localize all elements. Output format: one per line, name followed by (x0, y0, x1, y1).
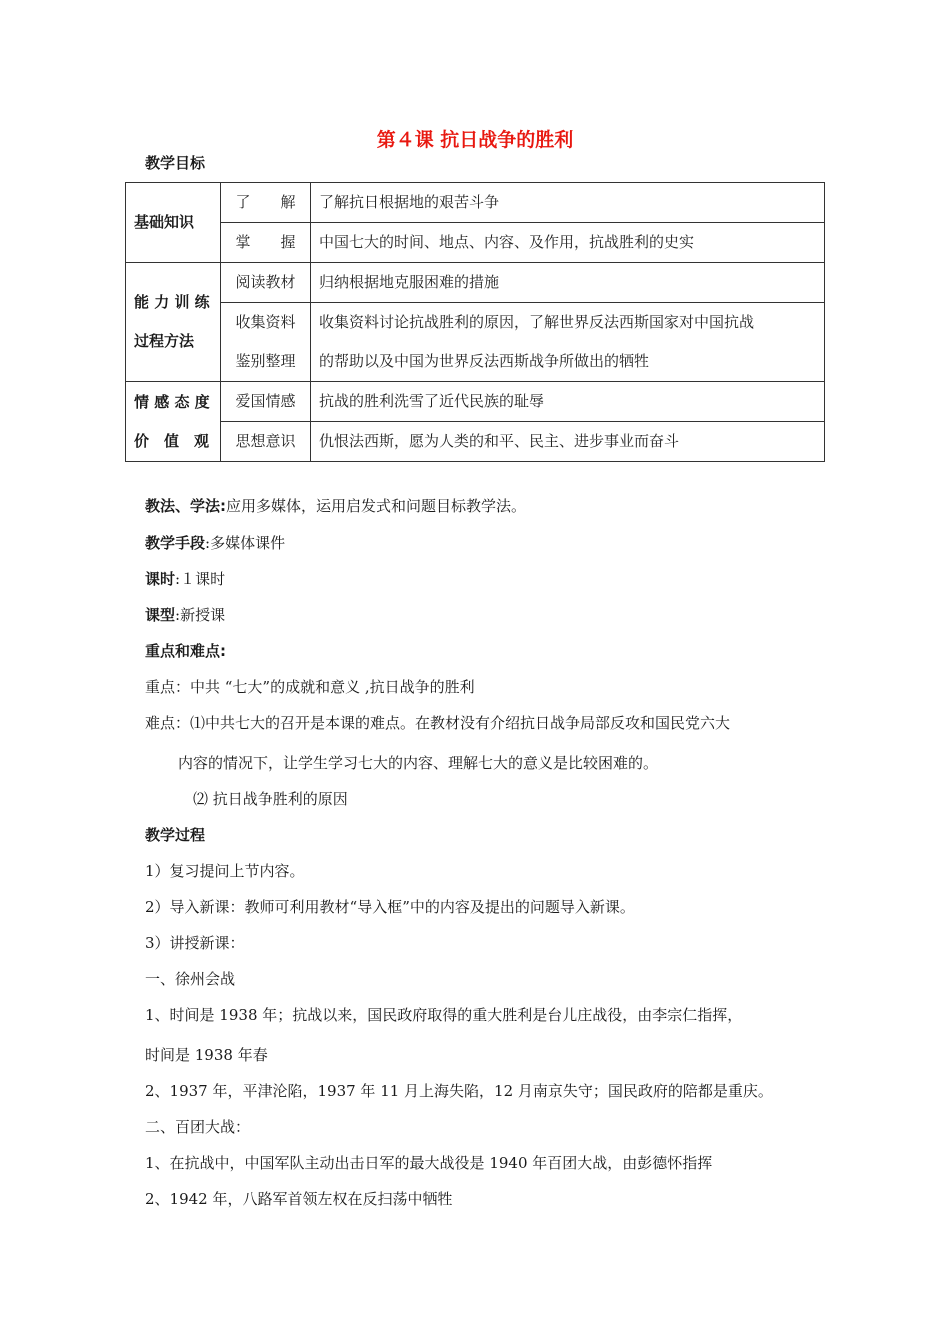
means-text: :多媒体课件 (205, 534, 286, 552)
process-line: 二、百团大战： (145, 1118, 251, 1136)
process-line: 1）复习提问上节内容。 (145, 862, 305, 880)
hours-line (145, 569, 225, 589)
category-basic-knowledge (126, 183, 221, 263)
subcategory-label: 了 解 (235, 193, 296, 211)
description-text: 了解抗日根据地的艰苦斗争 (319, 193, 500, 211)
methods-line (145, 496, 526, 516)
key-point-line: 重点：中共 “七大”的成就和意义 ,抗日战争的胜利 (145, 678, 475, 696)
page-title: 第４课 抗日战争的胜利 (376, 129, 574, 151)
category-label: 价 值 观 (134, 431, 210, 450)
description-text: 的帮助以及中国为世界反法西斯战争所做出的牺牲 (319, 352, 650, 370)
process-line: 2、1942 年，八路军首领左权在反扫荡中牺牲 (145, 1190, 453, 1208)
subcategory-cell (221, 303, 311, 382)
process-line: 1、时间是 1938 年；抗战以来，国民政府取得的重大胜利是台儿庄战役，由李宗仁指挥， (145, 1006, 743, 1024)
subcategory-label: 思想意识 (235, 432, 296, 450)
category-ability (126, 263, 221, 382)
category-label: 能 力 训 练 (134, 293, 210, 311)
hours-label: 课时 (145, 570, 176, 588)
subcategory-cell (221, 382, 311, 422)
description-cell (311, 263, 825, 303)
process-line: 1、在抗战中，中国军队主动出击日军的最大战役是 1940 年百团大战，由彭德怀指挥 (145, 1154, 713, 1172)
methods-text: 应用多媒体，运用启发式和问题目标教学法。 (226, 497, 527, 515)
table-row (126, 422, 825, 462)
description-cell (311, 382, 825, 422)
subcategory-cell (221, 183, 311, 223)
subcategory-cell (221, 422, 311, 462)
subcategory-cell (221, 263, 311, 303)
objectives-heading: 教学目标 (145, 154, 206, 172)
description-text: 收集资料讨论抗战胜利的原因，了解世界反法西斯国家对中国抗战 (319, 313, 755, 331)
lesson-type-text: :新授课 (175, 606, 226, 624)
process-line: 2）导入新课：教师可利用教材“导入框”中的内容及提出的问题导入新课。 (145, 898, 635, 916)
category-label: 基础知识 (134, 213, 195, 231)
means-label: 教学手段 (145, 534, 206, 552)
objectives-table (125, 182, 825, 462)
difficulty-line: ⑵ 抗日战争胜利的原因 (193, 790, 348, 808)
subcategory-label: 收集资料 (235, 313, 296, 331)
methods-label: 教法、学法: (145, 497, 226, 515)
lesson-type-label: 课型 (145, 606, 176, 624)
table-row (126, 223, 825, 263)
table-row (126, 303, 825, 382)
means-line (145, 533, 285, 553)
lesson-type-line (145, 605, 225, 625)
process-line: 时间是 1938 年春 (145, 1046, 268, 1064)
process-line: 一、徐州会战 (145, 970, 236, 988)
description-text: 归纳根据地克服困难的措施 (319, 273, 500, 291)
category-emotion (126, 382, 221, 462)
category-label: 情 感 态 度 (134, 392, 210, 411)
subcategory-label: 阅读教材 (235, 273, 296, 291)
subcategory-label: 掌 握 (235, 233, 296, 251)
description-cell (311, 183, 825, 223)
difficulty-line: 难点：⑴中共七大的召开是本课的难点。在教材没有介绍抗日战争局部反攻和国民党六大 (145, 714, 731, 732)
description-cell (311, 303, 825, 382)
description-cell (311, 422, 825, 462)
description-text: 中国七大的时间、地点、内容、及作用，抗战胜利的史实 (319, 233, 695, 251)
subcategory-label: 鉴别整理 (235, 352, 296, 370)
hours-text: :１课时 (175, 570, 226, 588)
process-line: 3）讲授新课： (145, 934, 245, 952)
table-row (126, 183, 825, 223)
subcategory-cell (221, 223, 311, 263)
description-text: 仇恨法西斯，愿为人类的和平、民主、进步事业而奋斗 (319, 432, 680, 450)
process-heading: 教学过程 (145, 826, 206, 844)
process-line: 2、1937 年，平津沦陷，1937 年 11 月上海失陷，12 月南京失守；国民政府的陪都是重庆。 (145, 1082, 773, 1100)
category-label: 过程方法 (134, 332, 195, 350)
description-text: 抗战的胜利洗雪了近代民族的耻辱 (319, 392, 545, 410)
table-row (126, 263, 825, 303)
difficulty-line: 内容的情况下，让学生学习七大的内容、理解七大的意义是比较困难的。 (178, 754, 659, 772)
description-cell (311, 223, 825, 263)
subcategory-label: 爱国情感 (235, 392, 296, 410)
key-points-heading: 重点和难点: (145, 642, 226, 660)
table-row (126, 382, 825, 422)
